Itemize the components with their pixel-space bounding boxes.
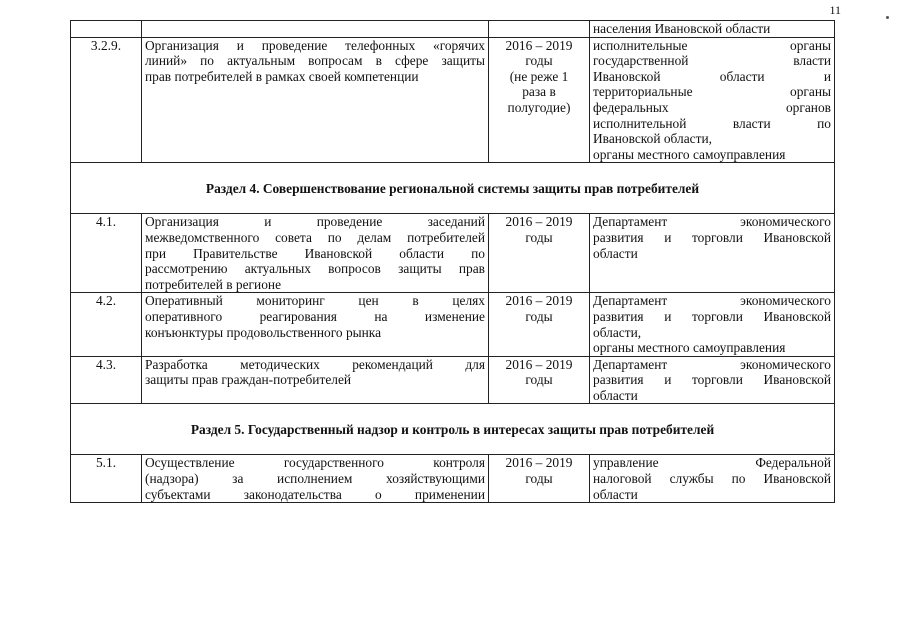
scan-artifact-dot bbox=[886, 16, 889, 19]
executors bbox=[590, 37, 835, 163]
term-line: полугодие) bbox=[507, 99, 571, 115]
measure-text-line: конъюнктуры продовольственного рынка bbox=[145, 324, 382, 340]
executors-line: развития и торговли Ивановской bbox=[593, 229, 831, 245]
term-line: раза в bbox=[522, 84, 556, 100]
term bbox=[489, 293, 590, 356]
measure-text-line: субъектами законодательства о применении bbox=[145, 486, 485, 502]
executors-line: развития и торговли Ивановской bbox=[593, 308, 831, 324]
executors-line: органы местного самоуправления bbox=[593, 146, 786, 162]
term-line: 2016 – 2019 bbox=[505, 455, 573, 471]
measure-text-line: потребителей в регионе bbox=[145, 276, 282, 292]
measure-text-line: Организация и проведение телефонных «горячих bbox=[145, 37, 485, 53]
executors-line: Департамент экономического bbox=[593, 293, 831, 309]
measure-text bbox=[142, 356, 489, 404]
measure-text-line: Разработка методических рекомендаций для bbox=[145, 356, 485, 372]
executors-line: органы местного самоуправления bbox=[593, 340, 786, 356]
term-line: годы bbox=[525, 471, 553, 487]
executors bbox=[590, 455, 835, 503]
executors bbox=[590, 21, 835, 38]
section-title: Раздел 4. Совершенствование региональной системы защиты прав потребителей bbox=[71, 163, 835, 214]
executors-line: территориальные органы bbox=[593, 84, 831, 100]
term bbox=[489, 21, 590, 38]
term-line: 2016 – 2019 bbox=[505, 37, 573, 53]
measure-text-line: Осуществление государственного контроля bbox=[145, 455, 485, 471]
measure-text bbox=[142, 293, 489, 356]
measures-table-body bbox=[71, 21, 835, 503]
measure-text-line: (надзора) за исполнением хозяйствующими bbox=[145, 471, 485, 487]
measure-text-line: защиты прав граждан-потребителей bbox=[145, 372, 352, 388]
item-number: 3.2.9. bbox=[71, 37, 142, 163]
term-line: 2016 – 2019 bbox=[505, 293, 573, 309]
executors-line: области, bbox=[593, 324, 642, 340]
measure-text-line: при Правительстве Ивановской области по bbox=[145, 245, 485, 261]
measures-table bbox=[70, 20, 835, 503]
measure-text-line: линий» по актуальным вопросам в сфере защиты bbox=[145, 53, 485, 69]
executors bbox=[590, 356, 835, 404]
measure-text-line: Организация и проведение заседаний bbox=[145, 214, 485, 230]
measure-text bbox=[142, 37, 489, 163]
executors bbox=[590, 293, 835, 356]
table-row bbox=[71, 455, 835, 503]
executors bbox=[590, 214, 835, 293]
executors-line: Департамент экономического bbox=[593, 356, 831, 372]
measure-text-line: Оперативный мониторинг цен в целях bbox=[145, 293, 485, 309]
item-number bbox=[71, 21, 142, 38]
term-line: 2016 – 2019 bbox=[505, 356, 573, 372]
item-number: 4.3. bbox=[71, 356, 142, 404]
term bbox=[489, 455, 590, 503]
measure-text bbox=[142, 455, 489, 503]
section-title: Раздел 5. Государственный надзор и контроль в интересах защиты прав потребителей bbox=[71, 404, 835, 455]
executors-line: Ивановской области и bbox=[593, 68, 831, 84]
term-line: 2016 – 2019 bbox=[505, 214, 573, 230]
executors-line: исполнительные органы bbox=[593, 37, 831, 53]
term-line: годы bbox=[525, 308, 553, 324]
term-line: годы bbox=[525, 372, 553, 388]
table-row bbox=[71, 21, 835, 38]
measure-text-line: рассмотрению актуальных вопросов защиты прав bbox=[145, 261, 485, 277]
measure-text-line: оперативного реагирования на изменение bbox=[145, 308, 485, 324]
measure-text bbox=[142, 21, 489, 38]
executors-line: управление Федеральной bbox=[593, 455, 831, 471]
term-line: годы bbox=[525, 53, 553, 69]
item-number: 5.1. bbox=[71, 455, 142, 503]
section-row bbox=[71, 404, 835, 455]
item-number: 4.2. bbox=[71, 293, 142, 356]
executors-line: области bbox=[593, 245, 638, 261]
executors-line: исполнительной власти по bbox=[593, 115, 831, 131]
term bbox=[489, 214, 590, 293]
term-line: годы bbox=[525, 229, 553, 245]
executors-line: налоговой службы по Ивановской bbox=[593, 471, 831, 487]
executors-line: развития и торговли Ивановской bbox=[593, 372, 831, 388]
term-line: (не реже 1 bbox=[509, 68, 569, 84]
executors-line: области bbox=[593, 387, 638, 403]
executors-line: Ивановской области, bbox=[593, 131, 712, 147]
measure-text-line: прав потребителей в рамках своей компетенции bbox=[145, 68, 419, 84]
item-number: 4.1. bbox=[71, 214, 142, 293]
term bbox=[489, 356, 590, 404]
table-row bbox=[71, 214, 835, 293]
section-row bbox=[71, 163, 835, 214]
executors-line: населения Ивановской области bbox=[593, 21, 771, 36]
table-row bbox=[71, 356, 835, 404]
executors-line: федеральных органов bbox=[593, 99, 831, 115]
term bbox=[489, 37, 590, 163]
measure-text-line: межведомственного совета по делам потребителей bbox=[145, 229, 485, 245]
executors-line: Департамент экономического bbox=[593, 214, 831, 230]
executors-line: области bbox=[593, 486, 638, 502]
page-number: 11 bbox=[829, 3, 841, 17]
table-row bbox=[71, 293, 835, 356]
table-row bbox=[71, 37, 835, 163]
executors-line: государственной власти bbox=[593, 53, 831, 69]
measure-text bbox=[142, 214, 489, 293]
